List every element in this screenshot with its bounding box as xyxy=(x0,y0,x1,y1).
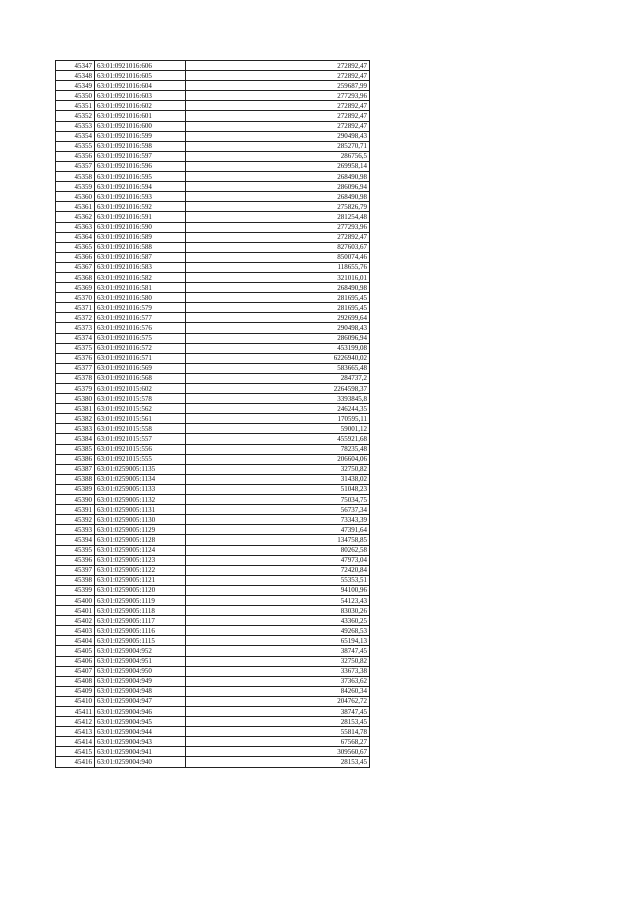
cadastral-number-cell: 63:01:0921016:588 xyxy=(95,242,186,252)
value-cell: 272892,47 xyxy=(186,61,370,71)
value-cell: 3393845,8 xyxy=(186,394,370,404)
table-row xyxy=(56,707,370,717)
row-id-cell: 45414 xyxy=(56,737,95,747)
cadastral-number-cell: 63:01:0259004:952 xyxy=(95,646,186,656)
row-id-cell: 45364 xyxy=(56,232,95,242)
value-cell: 286096,94 xyxy=(186,182,370,192)
table-row xyxy=(56,737,370,747)
table-row xyxy=(56,696,370,706)
value-cell: 73343,39 xyxy=(186,515,370,525)
cadastral-number-cell: 63:01:0921016:582 xyxy=(95,272,186,282)
cadastral-number-cell: 63:01:0259005:1132 xyxy=(95,495,186,505)
cadastral-number-cell: 63:01:0921016:568 xyxy=(95,373,186,383)
cadastral-number-cell: 63:01:0259005:1130 xyxy=(95,515,186,525)
value-cell: 32750,82 xyxy=(186,656,370,666)
row-id-cell: 45400 xyxy=(56,595,95,605)
row-id-cell: 45382 xyxy=(56,414,95,424)
row-id-cell: 45362 xyxy=(56,212,95,222)
value-cell: 286756,5 xyxy=(186,151,370,161)
row-id-cell: 45372 xyxy=(56,313,95,323)
value-cell: 281695,45 xyxy=(186,303,370,313)
value-cell: 272892,47 xyxy=(186,71,370,81)
value-cell: 275826,79 xyxy=(186,202,370,212)
row-id-cell: 45396 xyxy=(56,555,95,565)
value-cell: 284737,2 xyxy=(186,373,370,383)
value-cell: 170595,11 xyxy=(186,414,370,424)
row-id-cell: 45413 xyxy=(56,727,95,737)
table-row xyxy=(56,71,370,81)
row-id-cell: 45360 xyxy=(56,192,95,202)
table-row xyxy=(56,575,370,585)
cadastral-number-cell: 63:01:0259005:1129 xyxy=(95,525,186,535)
value-cell: 268490,98 xyxy=(186,192,370,202)
cadastral-number-cell: 63:01:0921016:589 xyxy=(95,232,186,242)
cadastral-number-cell: 63:01:0921015:602 xyxy=(95,384,186,394)
value-cell: 54123,43 xyxy=(186,595,370,605)
cadastral-number-cell: 63:01:0921016:604 xyxy=(95,81,186,91)
value-cell: 285270,71 xyxy=(186,141,370,151)
cadastral-number-cell: 63:01:0259004:941 xyxy=(95,747,186,757)
table-row xyxy=(56,202,370,212)
value-cell: 292699,64 xyxy=(186,313,370,323)
cadastral-number-cell: 63:01:0259004:951 xyxy=(95,656,186,666)
row-id-cell: 45405 xyxy=(56,646,95,656)
value-cell: 272892,47 xyxy=(186,111,370,121)
table-row xyxy=(56,727,370,737)
value-cell: 37363,62 xyxy=(186,676,370,686)
table-row xyxy=(56,293,370,303)
cadastral-number-cell: 63:01:0921016:603 xyxy=(95,91,186,101)
table-row xyxy=(56,222,370,232)
cadastral-number-cell: 63:01:0921015:558 xyxy=(95,424,186,434)
table-row xyxy=(56,111,370,121)
table-row xyxy=(56,272,370,282)
value-cell: 67568,27 xyxy=(186,737,370,747)
table-row xyxy=(56,474,370,484)
value-cell: 72420,84 xyxy=(186,565,370,575)
value-cell: 78235,48 xyxy=(186,444,370,454)
table-row xyxy=(56,464,370,474)
table-row xyxy=(56,303,370,313)
cadastral-number-cell: 63:01:0921016:600 xyxy=(95,121,186,131)
value-cell: 118655,76 xyxy=(186,262,370,272)
row-id-cell: 45354 xyxy=(56,131,95,141)
row-id-cell: 45392 xyxy=(56,515,95,525)
table-row xyxy=(56,151,370,161)
table-row xyxy=(56,535,370,545)
row-id-cell: 45403 xyxy=(56,626,95,636)
value-cell: 204762,72 xyxy=(186,696,370,706)
value-cell: 583665,48 xyxy=(186,363,370,373)
table-body xyxy=(56,61,370,768)
table-row xyxy=(56,121,370,131)
table-row xyxy=(56,505,370,515)
table-row xyxy=(56,172,370,182)
value-cell: 281254,48 xyxy=(186,212,370,222)
value-cell: 277293,96 xyxy=(186,222,370,232)
row-id-cell: 45381 xyxy=(56,404,95,414)
value-cell: 84260,34 xyxy=(186,686,370,696)
table-row xyxy=(56,666,370,676)
row-id-cell: 45356 xyxy=(56,151,95,161)
table-row xyxy=(56,313,370,323)
cadastral-number-cell: 63:01:0921015:556 xyxy=(95,444,186,454)
cadastral-number-cell: 63:01:0259005:1119 xyxy=(95,595,186,605)
row-id-cell: 45352 xyxy=(56,111,95,121)
row-id-cell: 45404 xyxy=(56,636,95,646)
row-id-cell: 45398 xyxy=(56,575,95,585)
table-row xyxy=(56,384,370,394)
table-row xyxy=(56,747,370,757)
cadastral-number-cell: 63:01:0921016:606 xyxy=(95,61,186,71)
table-row xyxy=(56,515,370,525)
cadastral-number-cell: 63:01:0921016:580 xyxy=(95,293,186,303)
cadastral-number-cell: 63:01:0259004:949 xyxy=(95,676,186,686)
row-id-cell: 45415 xyxy=(56,747,95,757)
table-row xyxy=(56,61,370,71)
value-cell: 51048,23 xyxy=(186,484,370,494)
row-id-cell: 45385 xyxy=(56,444,95,454)
cadastral-number-cell: 63:01:0921016:605 xyxy=(95,71,186,81)
cadastral-number-cell: 63:01:0921015:562 xyxy=(95,404,186,414)
value-cell: 6226940,02 xyxy=(186,353,370,363)
value-cell: 290498,43 xyxy=(186,131,370,141)
cadastral-number-cell: 63:01:0259005:1115 xyxy=(95,636,186,646)
table-row xyxy=(56,131,370,141)
row-id-cell: 45358 xyxy=(56,172,95,182)
value-cell: 2264598,37 xyxy=(186,384,370,394)
table-row xyxy=(56,394,370,404)
row-id-cell: 45399 xyxy=(56,585,95,595)
table-row xyxy=(56,262,370,272)
row-id-cell: 45390 xyxy=(56,495,95,505)
cadastral-number-cell: 63:01:0259004:950 xyxy=(95,666,186,676)
table-row xyxy=(56,636,370,646)
row-id-cell: 45365 xyxy=(56,242,95,252)
value-cell: 321016,01 xyxy=(186,272,370,282)
table-row xyxy=(56,424,370,434)
row-id-cell: 45401 xyxy=(56,606,95,616)
table-row xyxy=(56,101,370,111)
row-id-cell: 45394 xyxy=(56,535,95,545)
table-row xyxy=(56,686,370,696)
value-cell: 83030,26 xyxy=(186,606,370,616)
table-row xyxy=(56,81,370,91)
row-id-cell: 45410 xyxy=(56,696,95,706)
value-cell: 850074,46 xyxy=(186,252,370,262)
table-row xyxy=(56,525,370,535)
row-id-cell: 45357 xyxy=(56,161,95,171)
value-cell: 453199,08 xyxy=(186,343,370,353)
cadastral-number-cell: 63:01:0921016:572 xyxy=(95,343,186,353)
cadastral-number-cell: 63:01:0921015:561 xyxy=(95,414,186,424)
value-cell: 56737,34 xyxy=(186,505,370,515)
cadastral-number-cell: 63:01:0921016:599 xyxy=(95,131,186,141)
cadastral-number-cell: 63:01:0921015:578 xyxy=(95,394,186,404)
cadastral-number-cell: 63:01:0921016:594 xyxy=(95,182,186,192)
row-id-cell: 45412 xyxy=(56,717,95,727)
row-id-cell: 45370 xyxy=(56,293,95,303)
row-id-cell: 45378 xyxy=(56,373,95,383)
cadastral-number-cell: 63:01:0921016:583 xyxy=(95,262,186,272)
cadastral-number-cell: 63:01:0921016:587 xyxy=(95,252,186,262)
table-row xyxy=(56,757,370,767)
value-cell: 28153,45 xyxy=(186,757,370,767)
table-row xyxy=(56,353,370,363)
cadastral-number-cell: 63:01:0921016:590 xyxy=(95,222,186,232)
table-row xyxy=(56,545,370,555)
table-row xyxy=(56,373,370,383)
value-cell: 268490,98 xyxy=(186,283,370,293)
value-cell: 75034,75 xyxy=(186,495,370,505)
table-row xyxy=(56,585,370,595)
row-id-cell: 45366 xyxy=(56,252,95,262)
row-id-cell: 45416 xyxy=(56,757,95,767)
row-id-cell: 45350 xyxy=(56,91,95,101)
row-id-cell: 45409 xyxy=(56,686,95,696)
row-id-cell: 45359 xyxy=(56,182,95,192)
cadastral-number-cell: 63:01:0921016:576 xyxy=(95,323,186,333)
row-id-cell: 45376 xyxy=(56,353,95,363)
value-cell: 49268,53 xyxy=(186,626,370,636)
table-row xyxy=(56,484,370,494)
row-id-cell: 45411 xyxy=(56,707,95,717)
value-cell: 55814,78 xyxy=(186,727,370,737)
row-id-cell: 45374 xyxy=(56,333,95,343)
row-id-cell: 45373 xyxy=(56,323,95,333)
value-cell: 272892,47 xyxy=(186,121,370,131)
value-cell: 31438,02 xyxy=(186,474,370,484)
value-cell: 94100,96 xyxy=(186,585,370,595)
value-cell: 32750,82 xyxy=(186,464,370,474)
table-row xyxy=(56,616,370,626)
value-cell: 290498,43 xyxy=(186,323,370,333)
cadastral-number-cell: 63:01:0921016:579 xyxy=(95,303,186,313)
cadastral-number-cell: 63:01:0259005:1122 xyxy=(95,565,186,575)
value-cell: 38747,45 xyxy=(186,646,370,656)
value-cell: 38747,45 xyxy=(186,707,370,717)
cadastral-number-cell: 63:01:0259005:1124 xyxy=(95,545,186,555)
cadastral-number-cell: 63:01:0259005:1128 xyxy=(95,535,186,545)
value-cell: 827603,67 xyxy=(186,242,370,252)
row-id-cell: 45367 xyxy=(56,262,95,272)
row-id-cell: 45351 xyxy=(56,101,95,111)
table-row xyxy=(56,717,370,727)
value-cell: 286096,94 xyxy=(186,333,370,343)
row-id-cell: 45402 xyxy=(56,616,95,626)
cadastral-number-cell: 63:01:0921016:597 xyxy=(95,151,186,161)
table-row xyxy=(56,495,370,505)
cadastral-number-cell: 63:01:0921016:601 xyxy=(95,111,186,121)
table-row xyxy=(56,182,370,192)
cadastral-number-cell: 63:01:0259004:944 xyxy=(95,727,186,737)
row-id-cell: 45388 xyxy=(56,474,95,484)
table-row xyxy=(56,323,370,333)
cadastral-number-cell: 63:01:0921016:593 xyxy=(95,192,186,202)
cadastral-number-cell: 63:01:0921016:575 xyxy=(95,333,186,343)
table-row xyxy=(56,626,370,636)
row-id-cell: 45348 xyxy=(56,71,95,81)
value-cell: 272892,47 xyxy=(186,232,370,242)
cadastral-number-cell: 63:01:0259005:1117 xyxy=(95,616,186,626)
value-cell: 80262,58 xyxy=(186,545,370,555)
row-id-cell: 45379 xyxy=(56,384,95,394)
table-row xyxy=(56,595,370,605)
row-id-cell: 45406 xyxy=(56,656,95,666)
value-cell: 65194,13 xyxy=(186,636,370,646)
cadastral-number-cell: 63:01:0259005:1121 xyxy=(95,575,186,585)
row-id-cell: 45386 xyxy=(56,454,95,464)
row-id-cell: 45395 xyxy=(56,545,95,555)
value-cell: 272892,47 xyxy=(186,101,370,111)
table-row xyxy=(56,91,370,101)
value-cell: 281695,45 xyxy=(186,293,370,303)
row-id-cell: 45361 xyxy=(56,202,95,212)
cadastral-number-cell: 63:01:0259005:1123 xyxy=(95,555,186,565)
table-row xyxy=(56,434,370,444)
value-cell: 134758,85 xyxy=(186,535,370,545)
cadastral-number-cell: 63:01:0921016:581 xyxy=(95,283,186,293)
row-id-cell: 45347 xyxy=(56,61,95,71)
cadastral-number-cell: 63:01:0259005:1131 xyxy=(95,505,186,515)
table-row xyxy=(56,454,370,464)
table-row xyxy=(56,565,370,575)
row-id-cell: 45368 xyxy=(56,272,95,282)
cadastral-number-cell: 63:01:0921015:557 xyxy=(95,434,186,444)
table-row xyxy=(56,656,370,666)
value-cell: 269958,14 xyxy=(186,161,370,171)
table-row xyxy=(56,212,370,222)
table-row xyxy=(56,283,370,293)
value-cell: 28153,45 xyxy=(186,717,370,727)
value-cell: 47391,64 xyxy=(186,525,370,535)
row-id-cell: 45387 xyxy=(56,464,95,474)
table-row xyxy=(56,676,370,686)
row-id-cell: 45371 xyxy=(56,303,95,313)
cadastral-number-cell: 63:01:0259005:1133 xyxy=(95,484,186,494)
cadastral-number-cell: 63:01:0259004:945 xyxy=(95,717,186,727)
value-cell: 59001,12 xyxy=(186,424,370,434)
cadastral-number-cell: 63:01:0921016:602 xyxy=(95,101,186,111)
cadastral-number-cell: 63:01:0259004:948 xyxy=(95,686,186,696)
row-id-cell: 45393 xyxy=(56,525,95,535)
data-table xyxy=(55,60,370,768)
cadastral-number-cell: 63:01:0259005:1116 xyxy=(95,626,186,636)
table-row xyxy=(56,161,370,171)
row-id-cell: 45375 xyxy=(56,343,95,353)
cadastral-number-cell: 63:01:0921016:598 xyxy=(95,141,186,151)
cadastral-number-cell: 63:01:0259004:940 xyxy=(95,757,186,767)
value-cell: 455921,68 xyxy=(186,434,370,444)
cadastral-number-cell: 63:01:0921016:595 xyxy=(95,172,186,182)
row-id-cell: 45384 xyxy=(56,434,95,444)
value-cell: 277293,96 xyxy=(186,91,370,101)
cadastral-number-cell: 63:01:0921016:577 xyxy=(95,313,186,323)
table-row xyxy=(56,141,370,151)
value-cell: 259687,99 xyxy=(186,81,370,91)
value-cell: 246244,35 xyxy=(186,404,370,414)
table-row xyxy=(56,343,370,353)
table-row xyxy=(56,363,370,373)
table-row xyxy=(56,555,370,565)
value-cell: 206604,06 xyxy=(186,454,370,464)
row-id-cell: 45391 xyxy=(56,505,95,515)
row-id-cell: 45383 xyxy=(56,424,95,434)
cadastral-number-cell: 63:01:0259005:1134 xyxy=(95,474,186,484)
cadastral-number-cell: 63:01:0921016:591 xyxy=(95,212,186,222)
cadastral-number-cell: 63:01:0921016:596 xyxy=(95,161,186,171)
row-id-cell: 45408 xyxy=(56,676,95,686)
value-cell: 33673,38 xyxy=(186,666,370,676)
table-row xyxy=(56,242,370,252)
table-row xyxy=(56,444,370,454)
row-id-cell: 45407 xyxy=(56,666,95,676)
table-row xyxy=(56,414,370,424)
table-row xyxy=(56,192,370,202)
table-row xyxy=(56,646,370,656)
table-row xyxy=(56,404,370,414)
value-cell: 268490,98 xyxy=(186,172,370,182)
cadastral-number-cell: 63:01:0921015:555 xyxy=(95,454,186,464)
cadastral-number-cell: 63:01:0259005:1135 xyxy=(95,464,186,474)
value-cell: 55353,51 xyxy=(186,575,370,585)
cadastral-number-cell: 63:01:0259004:946 xyxy=(95,707,186,717)
table-row xyxy=(56,333,370,343)
table-row xyxy=(56,232,370,242)
value-cell: 43360,25 xyxy=(186,616,370,626)
cadastral-number-cell: 63:01:0259005:1118 xyxy=(95,606,186,616)
row-id-cell: 45369 xyxy=(56,283,95,293)
row-id-cell: 45389 xyxy=(56,484,95,494)
row-id-cell: 45353 xyxy=(56,121,95,131)
row-id-cell: 45377 xyxy=(56,363,95,373)
value-cell: 47973,04 xyxy=(186,555,370,565)
cadastral-number-cell: 63:01:0259004:947 xyxy=(95,696,186,706)
value-cell: 309560,67 xyxy=(186,747,370,757)
row-id-cell: 45380 xyxy=(56,394,95,404)
cadastral-number-cell: 63:01:0259005:1120 xyxy=(95,585,186,595)
cadastral-number-cell: 63:01:0921016:571 xyxy=(95,353,186,363)
cadastral-number-cell: 63:01:0921016:569 xyxy=(95,363,186,373)
cadastral-number-cell: 63:01:0259004:943 xyxy=(95,737,186,747)
row-id-cell: 45363 xyxy=(56,222,95,232)
row-id-cell: 45349 xyxy=(56,81,95,91)
row-id-cell: 45355 xyxy=(56,141,95,151)
table-row xyxy=(56,606,370,616)
table-row xyxy=(56,252,370,262)
row-id-cell: 45397 xyxy=(56,565,95,575)
cadastral-number-cell: 63:01:0921016:592 xyxy=(95,202,186,212)
